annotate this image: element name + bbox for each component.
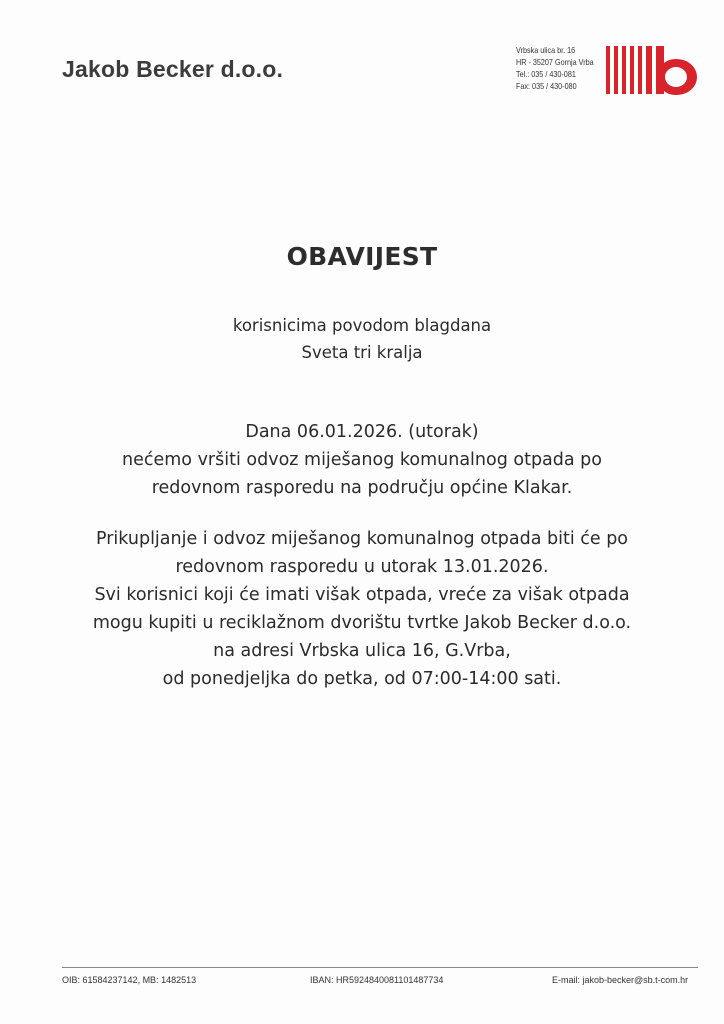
- address-street: Vrbska ulica br. 16: [516, 45, 576, 55]
- paragraph-line: Dana 06.01.2026. (utorak): [245, 422, 479, 442]
- paragraph-line: redovnom rasporedu na području općine Klakar.: [151, 478, 573, 498]
- footer-iban: IBAN: HR5924840081101487734: [310, 975, 444, 985]
- paragraph-line: redovnom rasporedu u utorak 13.01.2026.: [175, 557, 549, 577]
- address-city: HR - 35207 Gornja Vrba: [516, 57, 594, 67]
- subtitle-line: korisnicima povodom blagdana: [232, 316, 492, 335]
- notice-paragraph-2: [0, 525, 724, 693]
- paragraph-line: nećemo vršiti odvoz miješanog komunalnog otpada po: [122, 450, 602, 470]
- notice-title: OBAVIJEST: [286, 242, 438, 271]
- notice-paragraph-1: [0, 418, 724, 502]
- paragraph-line: na adresi Vrbska ulica 16, G.Vrba,: [213, 641, 511, 661]
- logo-bars: [606, 46, 652, 94]
- company-address: [516, 44, 594, 92]
- subtitle-line: Sveta tri kralja: [301, 343, 423, 362]
- logo-b-letter: [656, 46, 697, 95]
- paragraph-line: Prikupljanje i odvoz miješanog komunalnog otpada biti će po: [95, 529, 629, 549]
- company-name: Jakob Becker d.o.o.: [62, 56, 284, 82]
- footer-email[interactable]: E-mail: jakob-becker@sb.t-com.hr: [552, 975, 689, 985]
- address-fax: Fax: 035 / 430-080: [516, 81, 577, 91]
- paragraph-line: od ponedjeljka do petka, od 07:00-14:00 sati.: [162, 669, 562, 689]
- notice-subtitle: [0, 312, 724, 366]
- paragraph-line: Svi korisnici koji će imati višak otpada, vreće za višak otpada: [94, 585, 630, 605]
- company-logo: [606, 44, 698, 96]
- footer-oib-mb: OIB: 61584237142, MB: 1482513: [62, 975, 197, 985]
- footer-divider: [62, 967, 698, 968]
- address-phone: Tel.: 035 / 430-081: [516, 69, 576, 79]
- paragraph-line: mogu kupiti u reciklažnom dvorištu tvrtke Jakob Becker d.o.o.: [92, 613, 632, 633]
